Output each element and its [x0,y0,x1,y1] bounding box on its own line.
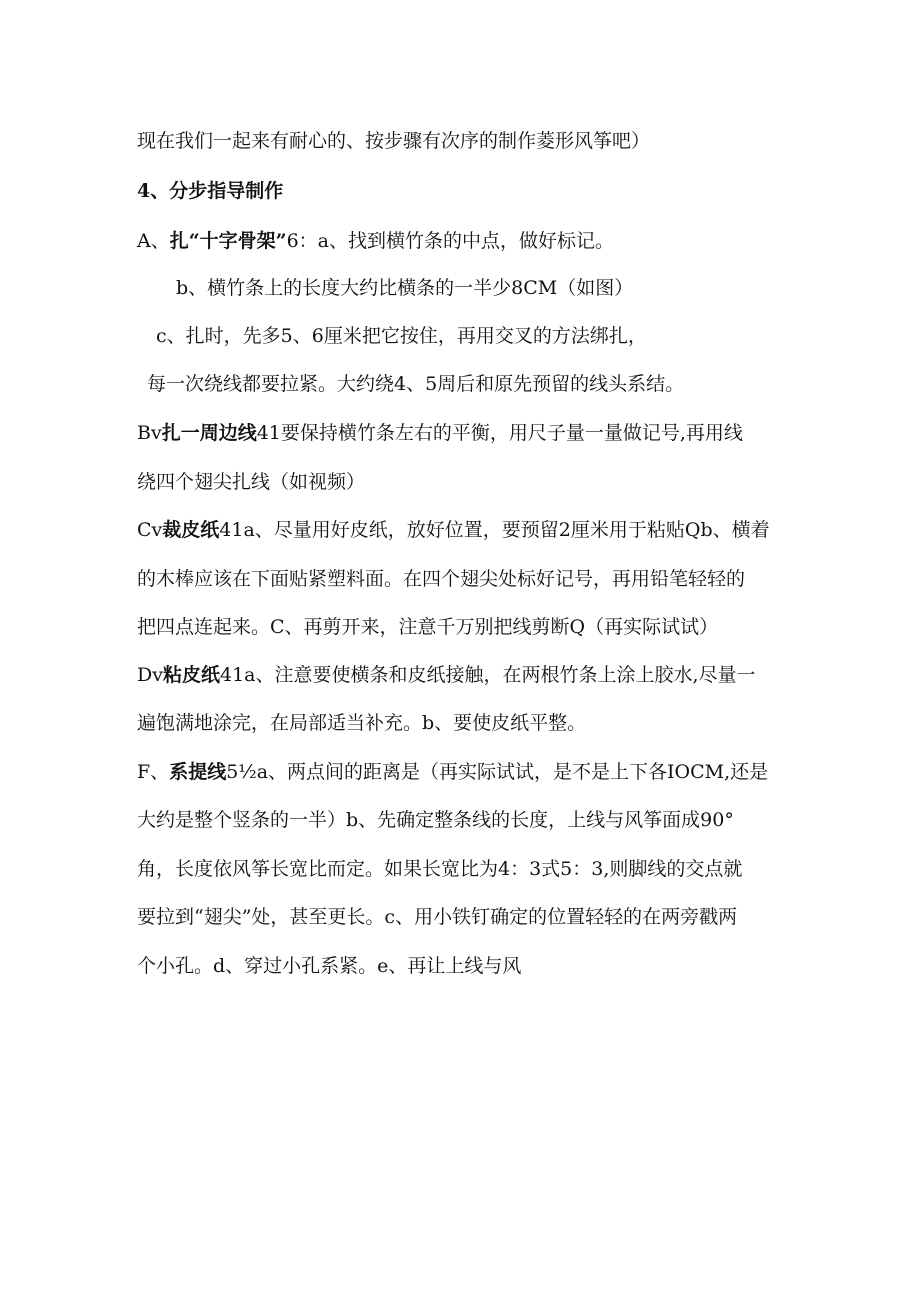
text-span: 每一次绕线都要拉紧。大约绕4、5周后和原先预留的线头系结。 [147,373,685,395]
text-span: b、横竹条上的长度大约比横条的一半少8CM（如图） [176,277,634,299]
body-line [137,954,521,978]
body-line [137,711,586,735]
step-d-line [137,663,756,687]
text-span: 现在我们一起来有耐心的、按步骤有次序的制作菱形风筝吧） [137,130,651,152]
step-prefix: A、 [137,230,170,252]
step-f-line [137,760,768,784]
step-prefix: Dv [137,664,163,686]
text-span: c、扎时，先多5、6厘米把它按住，再用交叉的方法绑扎， [156,325,647,347]
text-span: 绕四个翅尖扎线（如视频） [137,471,366,493]
body-line [137,470,365,494]
section-heading [137,179,283,203]
text-span: 把四点连起来。C、再剪开来，注意千万别把线剪断Q（再实际试试） [137,616,719,638]
text-span: 角，长度依风筝长宽比而定。如果长宽比为4：3式5：3,则脚线的交点就 [137,858,743,880]
intro-line [137,129,650,153]
body-line [137,615,718,639]
step-text: 41a、尽量用好皮纸，放好位置，要预留2厘米用于粘贴Qb、横着 [219,519,770,541]
body-line [147,372,684,396]
text-span: 大约是整个竖条的一半）b、先确定整条线的长度，上线与风筝面成90° [137,809,734,831]
heading-text: 4、分步指导制作 [137,180,284,202]
step-text: 41a、注意要使横条和皮纸接触，在两根竹条上涂上胶水,尽量一 [219,664,756,686]
step-title: 裁皮纸 [162,519,220,541]
body-line [137,857,742,881]
text-span: 遍饱满地涂完，在局部适当补充。b、要使皮纸平整。 [137,712,587,734]
step-a-line [137,229,614,253]
body-line [137,808,734,832]
step-c-line [137,518,770,542]
body-line [137,567,745,591]
body-line [176,276,633,300]
step-text: 6：a、找到横竹条的中点，做好标记。 [286,230,615,252]
step-prefix: F、 [137,761,170,783]
step-title: 扎“十字骨架” [169,230,287,252]
step-title: 系提线 [169,761,227,783]
text-span: 个小孔。d、穿过小孔系紧。e、再让上线与风 [137,955,522,977]
text-span: 的木棒应该在下面贴紧塑料面。在四个翅尖处标好记号，再用铅笔轻轻的 [137,568,746,590]
step-b-line [137,421,743,445]
step-prefix: Bv [137,422,162,444]
step-text: 41要保持横竹条左右的平衡，用尺子量一量做记号,再用线 [256,422,743,444]
step-prefix: Cv [137,519,163,541]
body-line [156,324,647,348]
body-line [137,905,737,929]
step-title: 扎一周边线 [161,422,257,444]
step-title: 粘皮纸 [162,664,220,686]
text-span: 要拉到“翅尖”处，甚至更长。c、用小铁钉确定的位置轻轻的在两旁戳两 [137,906,738,928]
step-text: 5½a、两点间的距离是（再实际试试，是不是上下各IOCM,还是 [226,761,769,783]
